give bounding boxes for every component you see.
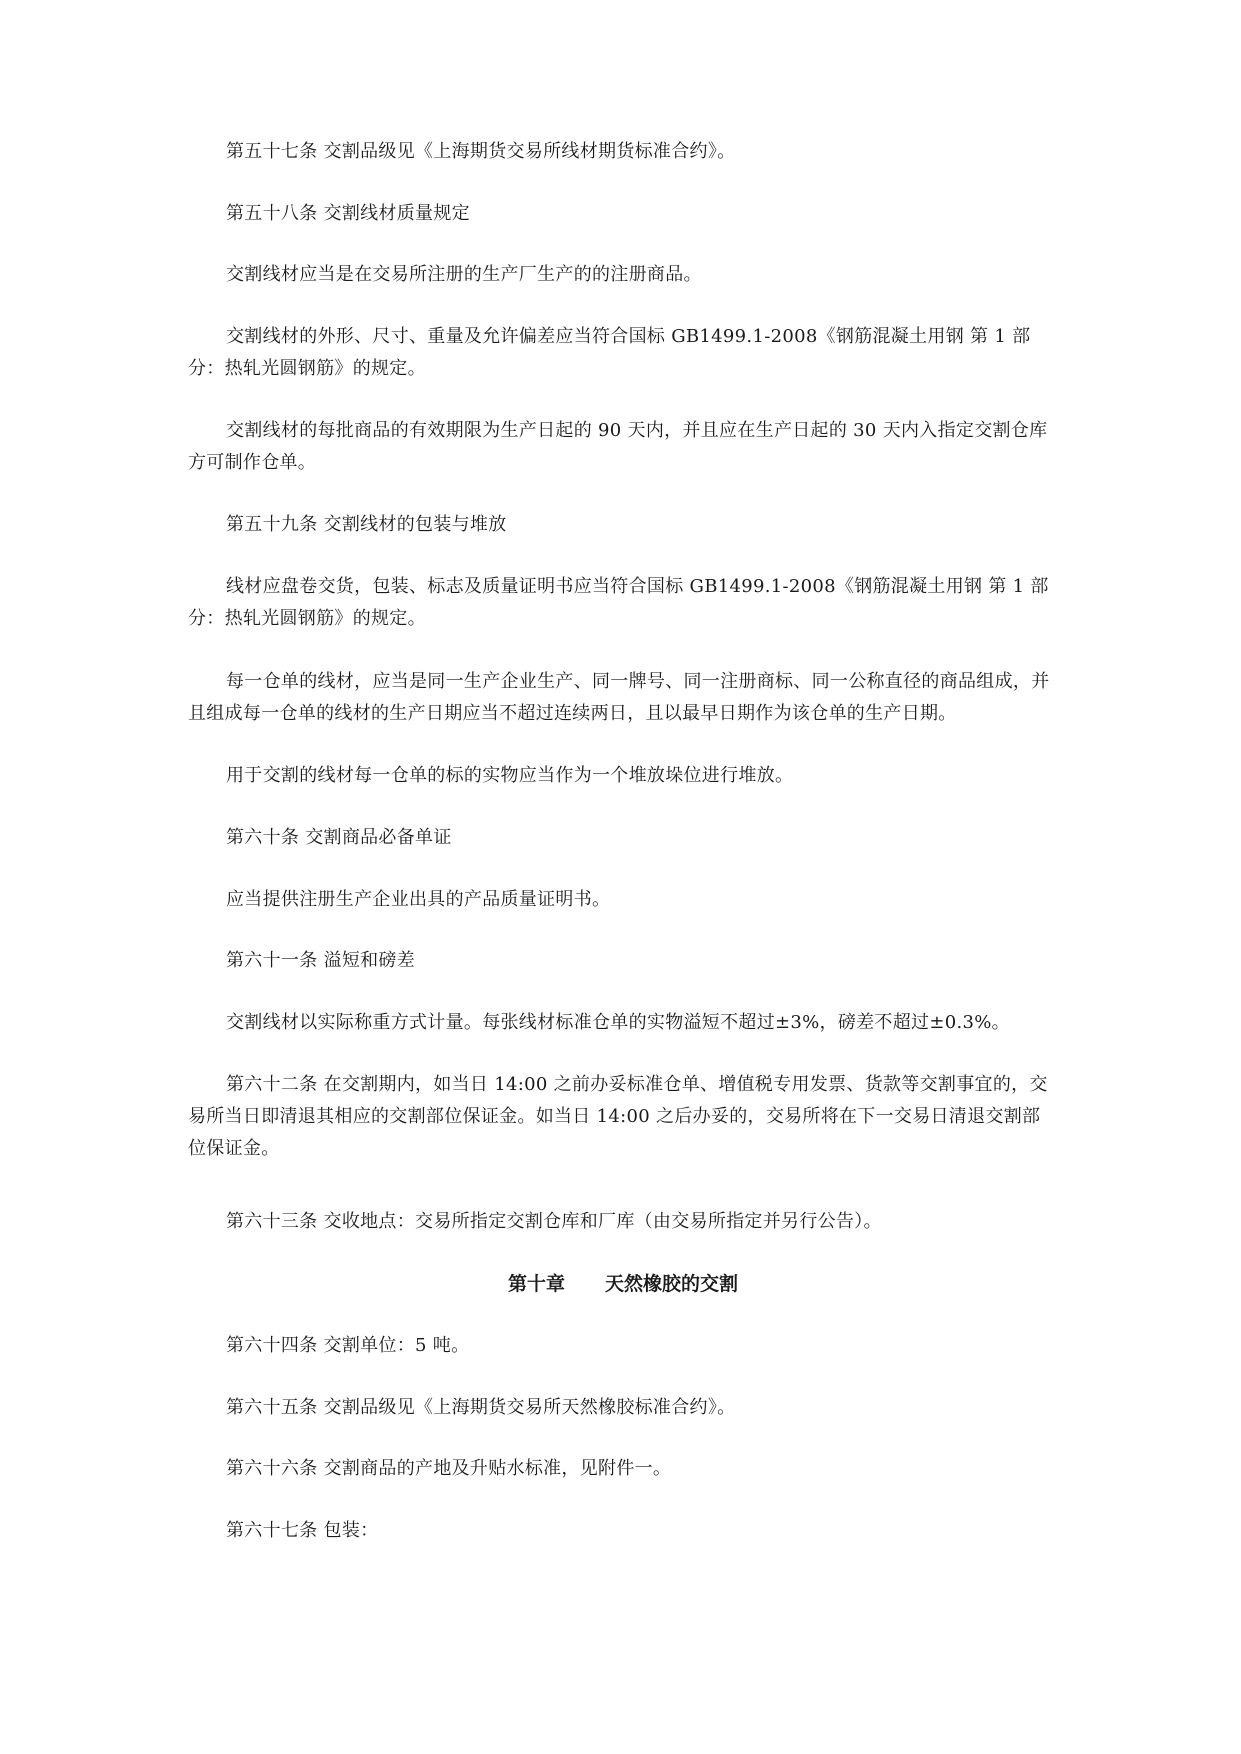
paragraph-stacking: 用于交割的线材每一仓单的标的实物应当作为一个堆放垛位进行堆放。 <box>226 765 794 786</box>
article-62: 第六十二条 在交割期内，如当日 14:00 之前办妥标准仓单、增值税专用发票、货款等交割事宜的，交易所当日即清退其相应的交割部位保证金。如当日 14:00 之后办妥的，交易所将在下一交易日清退交割部位保证金。 <box>188 1074 1048 1159</box>
article-67: 第六十七条 包装： <box>226 1520 379 1541</box>
paragraph-shape-size-standard: 交割线材的外形、尺寸、重量及允许偏差应当符合国标 GB1499.1-2008《钢筋混凝土用钢 第 1 部分：热轧光圆钢筋》的规定。 <box>188 326 1031 379</box>
article-66: 第六十六条 交割商品的产地及升贴水标准，见附件一。 <box>226 1458 672 1479</box>
chapter-title: 天然橡胶的交割 <box>605 1273 739 1295</box>
paragraph-packaging-standard: 线材应盘卷交货，包装、标志及质量证明书应当符合国标 GB1499.1-2008《钢筋混凝土用钢 第 1 部分：热轧光圆钢筋》的规定。 <box>188 576 1049 629</box>
paragraph-registered-goods: 交割线材应当是在交易所注册的生产厂生产的的注册商品。 <box>226 264 702 285</box>
article-60-heading: 第六十条 交割商品必备单证 <box>226 827 452 848</box>
article-63: 第六十三条 交收地点：交易所指定交割仓库和厂库（由交易所指定并另行公告）。 <box>226 1211 882 1232</box>
article-57: 第五十七条 交割品级见《上海期货交易所线材期货标准合约》。 <box>226 141 736 162</box>
article-58-heading: 第五十八条 交割线材质量规定 <box>226 203 470 224</box>
article-61-heading: 第六十一条 溢短和磅差 <box>226 950 416 971</box>
paragraph-weighing: 交割线材以实际称重方式计量。每张线材标准仓单的实物溢短不超过±3%，磅差不超过±0.3%。 <box>226 1012 1010 1033</box>
paragraph-quality-certificate: 应当提供注册生产企业出具的产品质量证明书。 <box>226 889 611 910</box>
chapter-heading <box>188 1268 1058 1300</box>
chapter-number: 第十章 <box>507 1273 565 1295</box>
article-64: 第六十四条 交割单位：5 吨。 <box>226 1335 470 1356</box>
paragraph-validity-period: 交割线材的每批商品的有效期限为生产日起的 90 天内，并且应在生产日起的 30 天内入指定交割仓库方可制作仓单。 <box>188 420 1048 473</box>
article-65: 第六十五条 交割品级见《上海期货交易所天然橡胶标准合约》。 <box>226 1397 736 1418</box>
article-59-heading: 第五十九条 交割线材的包装与堆放 <box>226 514 507 535</box>
paragraph-warehouse-receipt-composition: 每一仓单的线材，应当是同一生产企业生产、同一牌号、同一注册商标、同一公称直径的商品组成，并且组成每一仓单的线材的生产日期应当不超过连续两日，且以最早日期作为该仓单的生产日期。 <box>188 671 1050 724</box>
